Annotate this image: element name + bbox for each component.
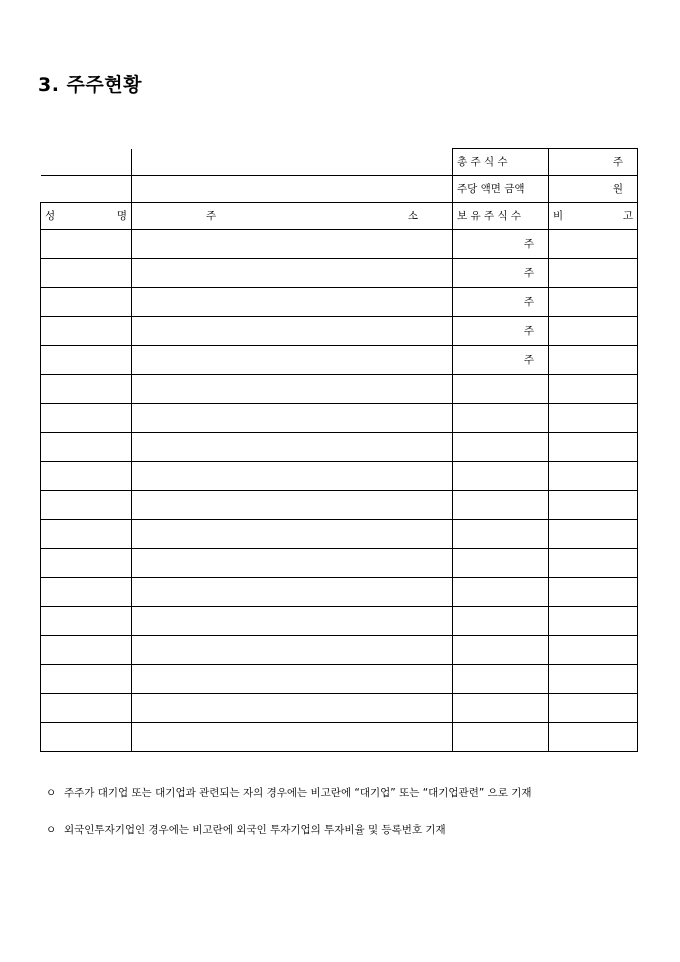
page-title: 3. 주주현황 — [38, 74, 142, 96]
shares-cell[interactable] — [453, 723, 549, 752]
address-cell[interactable] — [132, 723, 453, 752]
name-cell[interactable] — [41, 520, 132, 549]
name-cell[interactable] — [41, 259, 132, 288]
col-address-header: 주 소 — [132, 203, 453, 230]
table-row — [41, 520, 638, 549]
total-shares-row — [41, 149, 638, 176]
shares-cell[interactable]: 주 — [453, 346, 549, 375]
shares-cell[interactable] — [453, 491, 549, 520]
address-cell[interactable] — [132, 346, 453, 375]
table-row — [41, 665, 638, 694]
remarks-cell[interactable] — [549, 317, 638, 346]
par-value-field[interactable]: 원 — [549, 176, 638, 203]
name-cell[interactable] — [41, 230, 132, 259]
remarks-cell[interactable] — [549, 230, 638, 259]
remarks-cell[interactable] — [549, 288, 638, 317]
name-cell[interactable] — [41, 288, 132, 317]
col-remarks-header: 비 고 — [549, 203, 638, 230]
remarks-cell[interactable] — [549, 607, 638, 636]
table-row — [41, 259, 638, 288]
address-cell[interactable] — [132, 230, 453, 259]
table-row — [41, 549, 638, 578]
address-cell[interactable] — [132, 491, 453, 520]
blank-cell — [132, 176, 453, 203]
table-row — [41, 346, 638, 375]
shares-cell[interactable] — [453, 694, 549, 723]
address-cell[interactable] — [132, 288, 453, 317]
shares-cell[interactable] — [453, 578, 549, 607]
par-value-row — [41, 176, 638, 203]
shares-cell[interactable]: 주 — [453, 317, 549, 346]
notes — [46, 784, 646, 858]
remarks-cell[interactable] — [549, 375, 638, 404]
address-cell[interactable] — [132, 259, 453, 288]
shares-cell[interactable]: 주 — [453, 259, 549, 288]
total-shares-field[interactable]: 주 — [549, 149, 638, 176]
remarks-cell[interactable] — [549, 346, 638, 375]
remarks-cell[interactable] — [549, 433, 638, 462]
shares-cell[interactable] — [453, 665, 549, 694]
address-cell[interactable] — [132, 549, 453, 578]
col-shares-header: 보 유 주 식 수 — [453, 203, 549, 230]
name-cell[interactable] — [41, 607, 132, 636]
blank-cell — [132, 149, 453, 176]
address-cell[interactable] — [132, 694, 453, 723]
name-cell[interactable] — [41, 491, 132, 520]
remarks-cell[interactable] — [549, 520, 638, 549]
blank-cell — [41, 149, 132, 176]
shares-cell[interactable] — [453, 462, 549, 491]
shares-cell[interactable] — [453, 636, 549, 665]
address-cell[interactable] — [132, 375, 453, 404]
table-row — [41, 578, 638, 607]
address-cell[interactable] — [132, 433, 453, 462]
shareholder-table — [40, 148, 638, 752]
remarks-cell[interactable] — [549, 549, 638, 578]
shares-cell[interactable] — [453, 404, 549, 433]
name-cell[interactable] — [41, 375, 132, 404]
name-cell[interactable] — [41, 317, 132, 346]
shares-cell[interactable] — [453, 520, 549, 549]
address-cell[interactable] — [132, 578, 453, 607]
table-row — [41, 607, 638, 636]
name-cell[interactable] — [41, 578, 132, 607]
table-row — [41, 317, 638, 346]
remarks-cell[interactable] — [549, 723, 638, 752]
remarks-cell[interactable] — [549, 491, 638, 520]
remarks-cell[interactable] — [549, 404, 638, 433]
par-value-label: 주당 액면 금액 — [453, 176, 549, 203]
remarks-cell[interactable] — [549, 578, 638, 607]
remarks-cell[interactable] — [549, 665, 638, 694]
column-header-row — [41, 203, 638, 230]
remarks-cell[interactable] — [549, 259, 638, 288]
bullet-icon: ㅇ — [46, 787, 57, 799]
remarks-cell[interactable] — [549, 636, 638, 665]
name-cell[interactable] — [41, 723, 132, 752]
remarks-cell[interactable] — [549, 462, 638, 491]
col-name-header: 성 명 — [41, 203, 132, 230]
shares-cell[interactable]: 주 — [453, 288, 549, 317]
table-row — [41, 462, 638, 491]
address-cell[interactable] — [132, 520, 453, 549]
shares-cell[interactable] — [453, 375, 549, 404]
table-row — [41, 230, 638, 259]
address-cell[interactable] — [132, 462, 453, 491]
address-cell[interactable] — [132, 636, 453, 665]
table-row — [41, 694, 638, 723]
table-row — [41, 636, 638, 665]
name-cell[interactable] — [41, 665, 132, 694]
address-cell[interactable] — [132, 404, 453, 433]
table-row — [41, 375, 638, 404]
total-shares-label: 총 주 식 수 — [453, 149, 549, 176]
table-row — [41, 288, 638, 317]
address-cell[interactable] — [132, 317, 453, 346]
shares-cell[interactable]: 주 — [453, 230, 549, 259]
bullet-icon: ㅇ — [46, 824, 57, 836]
address-cell[interactable] — [132, 607, 453, 636]
name-cell[interactable] — [41, 404, 132, 433]
name-cell[interactable] — [41, 433, 132, 462]
blank-cell — [41, 176, 132, 203]
name-cell[interactable] — [41, 694, 132, 723]
name-cell[interactable] — [41, 462, 132, 491]
remarks-cell[interactable] — [549, 694, 638, 723]
note-item — [46, 821, 646, 840]
table-row — [41, 433, 638, 462]
shares-cell[interactable] — [453, 549, 549, 578]
shares-cell[interactable] — [453, 433, 549, 462]
note-text: 주주가 대기업 또는 대기업과 관련되는 자의 경우에는 비고란에 “대기업” 또는 “대기업관련” 으로 기재 — [64, 787, 532, 799]
table-row — [41, 723, 638, 752]
shares-cell[interactable] — [453, 607, 549, 636]
name-cell[interactable] — [41, 636, 132, 665]
table-row — [41, 404, 638, 433]
note-item — [46, 784, 646, 803]
name-cell[interactable] — [41, 549, 132, 578]
table-row — [41, 491, 638, 520]
name-cell[interactable] — [41, 346, 132, 375]
note-text: 외국인투자기업인 경우에는 비고란에 외국인 투자기업의 투자비율 및 등록번호 기재 — [64, 824, 446, 836]
address-cell[interactable] — [132, 665, 453, 694]
